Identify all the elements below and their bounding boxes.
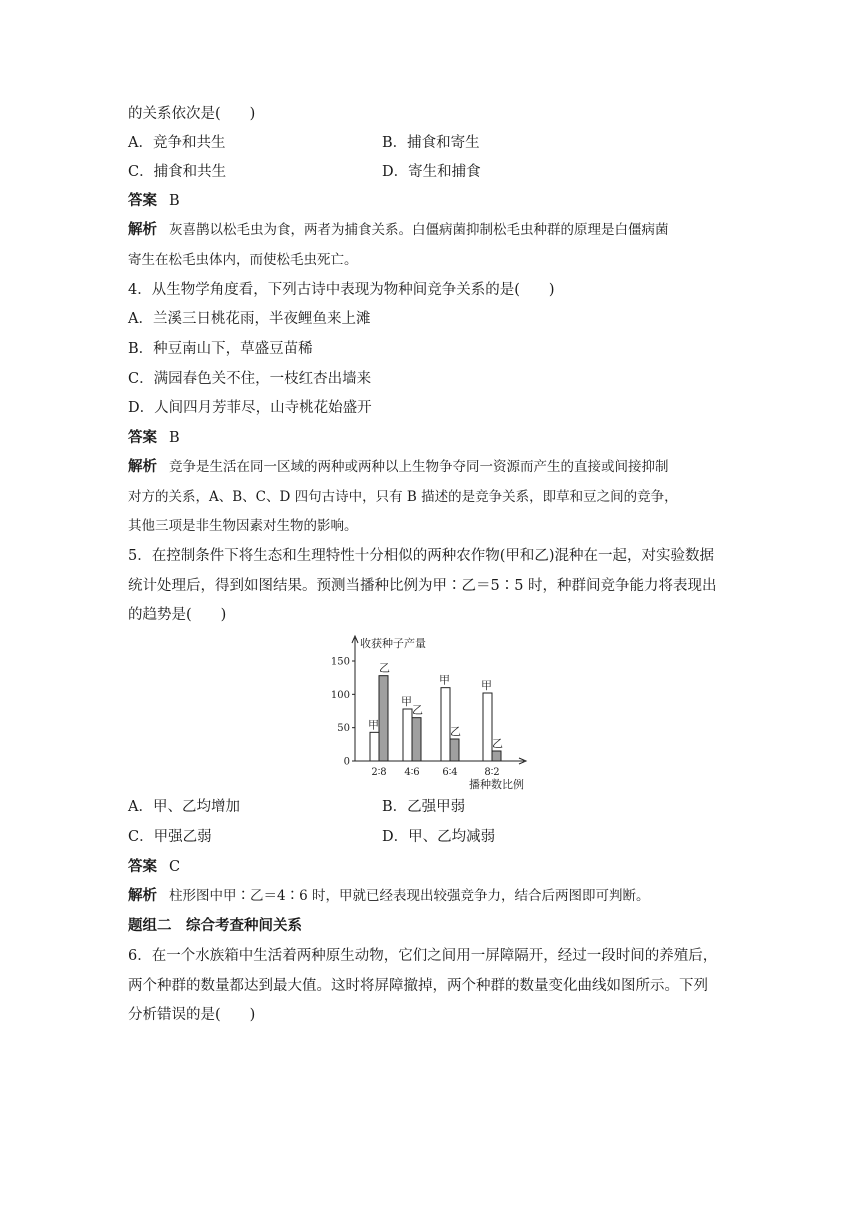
x-tick-label: 8∶2: [484, 767, 500, 778]
explanation-label: 解析: [128, 888, 157, 904]
q4-explanation-line-1: [128, 457, 669, 477]
q5-option-a[interactable]: A．甲、乙均增加: [128, 799, 240, 815]
q5-stem-line-1: 5．在控制条件下将生态和生理特性十分相似的两种农作物(甲和乙)混种在一起，对实验数据: [128, 548, 715, 564]
q5-options-row-2: [128, 827, 733, 847]
x-axis-label: 播种数比例: [469, 778, 524, 791]
x-tick-label: 2∶8: [371, 767, 387, 778]
q4-explanation-line-3: 其他三项是非生物因素对生物的影响。: [128, 518, 358, 534]
bar-series-label: 甲: [401, 695, 412, 708]
q3-options-row-1: [128, 133, 733, 153]
bar-yi: [492, 751, 501, 761]
q4-option-c[interactable]: C．满园春色关不住，一枝红杏出墙来: [128, 371, 372, 387]
q4-stem: 4．从生物学角度看，下列古诗中表现为物种间竞争关系的是( ): [128, 282, 555, 298]
q3-stem-tail: 的关系依次是( ): [128, 106, 256, 122]
q4-option-d[interactable]: D．人间四月芳菲尽，山寺桃花始盛开: [128, 400, 372, 416]
bar-yi: [412, 718, 421, 761]
explanation-text: 竞争是生活在同一区域的两种或两种以上生物争夺同一资源而产生的直接或间接抑制: [169, 459, 669, 475]
bar-series-label: 乙: [450, 725, 461, 738]
bar-series-label: 甲: [368, 718, 379, 732]
y-tick-label: 0: [343, 756, 350, 768]
explanation-text: 柱形图中甲∶乙＝4∶6 时，甲就已经表现出较强竞争力，结合后两图即可判断。: [169, 888, 650, 904]
q3-option-b[interactable]: B．捕食和寄生: [382, 135, 480, 151]
y-tick-label: 50: [337, 723, 350, 735]
bar-series-label: 乙: [412, 703, 423, 717]
bar-series-label: 乙: [379, 661, 390, 675]
q4-explanation-line-2: 对方的关系，A、B、C、D 四句古诗中，只有 B 描述的是竞争关系，即草和豆之间的竞争，: [128, 489, 678, 505]
y-tick-label: 100: [330, 689, 350, 701]
q5-explanation: [128, 886, 649, 906]
y-axis-label: 收获种子产量: [360, 637, 426, 650]
answer-label: 答案: [128, 859, 157, 875]
q3-option-d[interactable]: D．寄生和捕食: [382, 164, 481, 180]
answer-value: C: [169, 859, 181, 875]
q4-option-a[interactable]: A．兰溪三日桃花雨，半夜鲤鱼来上滩: [128, 311, 371, 327]
bar-jia: [483, 693, 492, 761]
q5-options-row-1: [128, 797, 733, 817]
q6-stem-line-2: 两个种群的数量都达到最大值。这时将屏障撤掉，两个种群的数量变化曲线如图所示。下列: [128, 978, 708, 994]
explanation-label: 解析: [128, 459, 157, 475]
explanation-label: 解析: [128, 222, 157, 238]
q3-option-a[interactable]: A．竞争和共生: [128, 135, 226, 151]
q5-stem-line-3: 的趋势是( ): [128, 607, 227, 623]
q4-answer: [128, 428, 180, 448]
q5-option-b[interactable]: B．乙强甲弱: [382, 799, 466, 815]
bar-yi: [379, 676, 388, 761]
q4-option-b[interactable]: B．种豆南山下，草盛豆苗稀: [128, 341, 313, 357]
q5-bar-chart: [328, 630, 538, 792]
q5-answer: [128, 857, 180, 877]
answer-label: 答案: [128, 193, 157, 209]
bar-series-label: 甲: [439, 673, 450, 687]
q3-explanation-line-1: [128, 220, 733, 240]
q5-option-d[interactable]: D．甲、乙均减弱: [382, 829, 496, 845]
q6-stem-line-3: 分析错误的是( ): [128, 1007, 256, 1023]
q6-stem-line-1: 6．在一个水族箱中生活着两种原生动物，它们之间用一屏障隔开，经过一段时间的养殖后，: [128, 948, 718, 964]
explanation-text: 灰喜鹊以松毛虫为食，两者为捕食关系。白僵病菌抑制松毛虫种群的原理是白僵病菌: [169, 222, 669, 238]
bar-yi: [450, 739, 459, 761]
bar-jia: [370, 732, 379, 761]
bar-jia: [403, 709, 412, 761]
q3-answer: [128, 191, 180, 211]
q5-option-c[interactable]: C．甲强乙弱: [128, 829, 212, 845]
x-tick-label: 6∶4: [442, 767, 458, 778]
bar-series-label: 乙: [492, 737, 503, 750]
q3-options-row-2: [128, 162, 733, 182]
x-tick-label: 4∶6: [404, 767, 420, 778]
q5-stem-line-2: 统计处理后，得到如图结果。预测当播种比例为甲∶乙＝5∶5 时，种群间竞争能力将表现出: [128, 578, 717, 594]
bar-series-label: 甲: [481, 679, 492, 692]
q3-option-c[interactable]: C．捕食和共生: [128, 164, 227, 180]
section-title: 题组二 综合考查种间关系: [128, 918, 302, 934]
answer-value: B: [169, 430, 180, 446]
y-tick-label: 150: [330, 656, 350, 668]
answer-value: B: [169, 193, 180, 209]
bar-jia: [441, 688, 450, 761]
q3-explanation-line-2: 寄生在松毛虫体内，而使松毛虫死亡。: [128, 252, 358, 268]
answer-label: 答案: [128, 430, 157, 446]
